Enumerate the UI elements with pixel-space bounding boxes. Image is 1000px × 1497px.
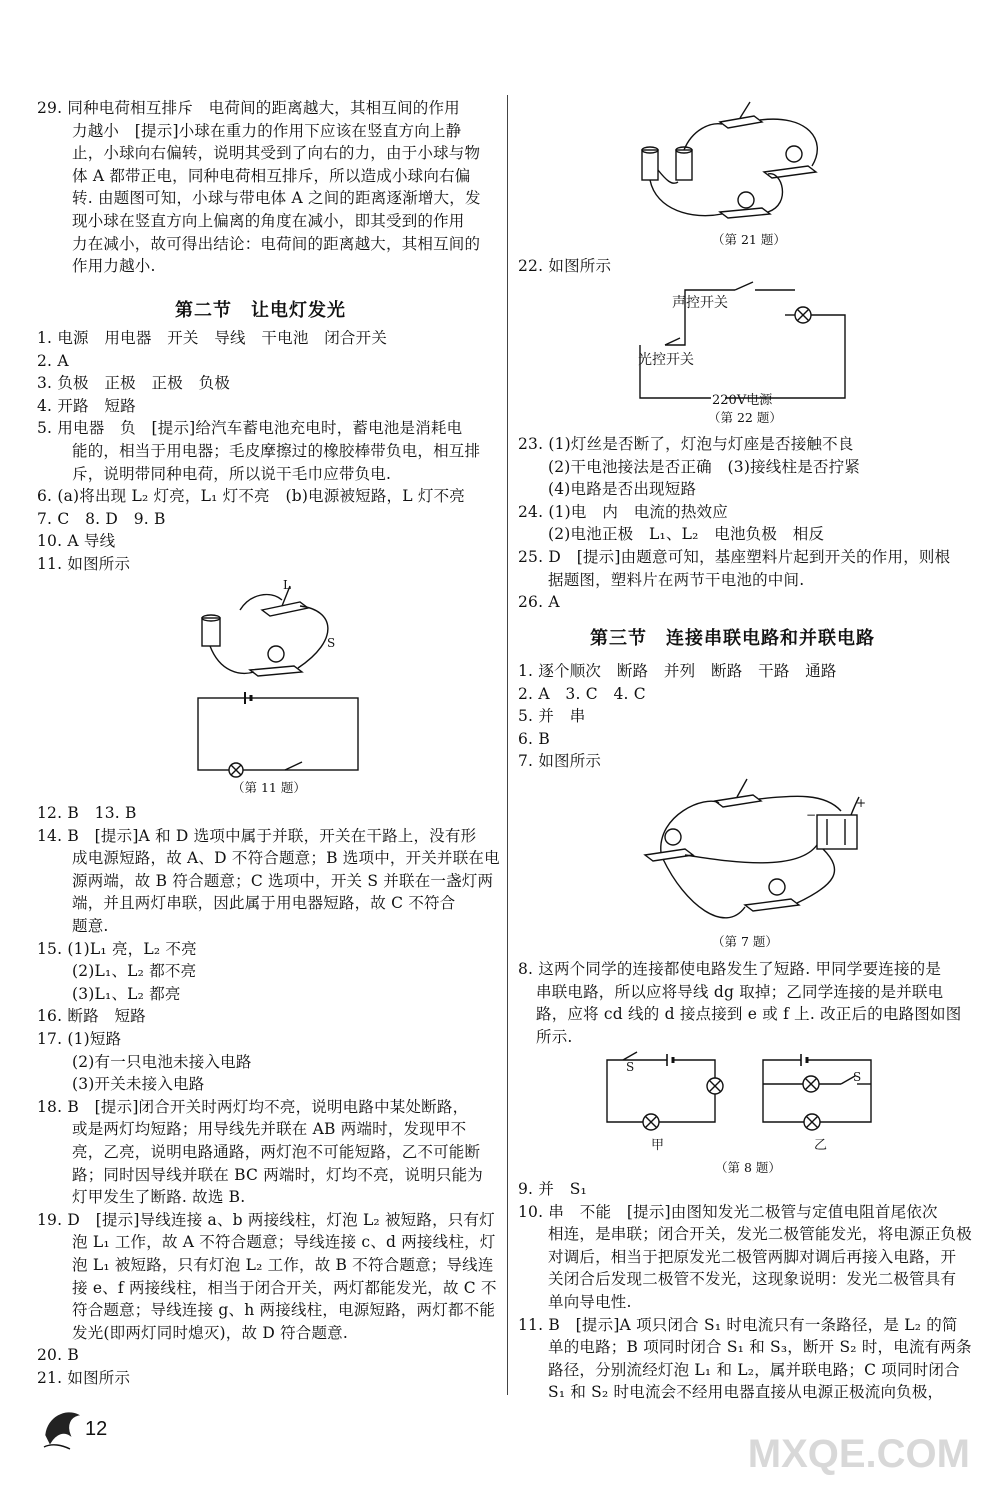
answer-line: 7. 如图所示 bbox=[518, 752, 602, 771]
figure-7-minus: − bbox=[806, 808, 817, 822]
answer-line: 串联电路，所以应将导线 dg 取掉；乙同学连接的是并联电 bbox=[536, 982, 944, 1001]
light-switch-label: 光控开关 bbox=[638, 352, 694, 368]
answer-line: 9. 并 S₁ bbox=[518, 1180, 587, 1198]
answer-line: 转. 由题图可知，小球与带电体 A 之间的距离逐渐增大，发 bbox=[72, 189, 481, 208]
answer-line: (2)L₁、L₂ 都不亮 bbox=[72, 962, 197, 981]
answer-line: 5. 并 串 bbox=[518, 707, 586, 726]
answer-line: 所示. bbox=[536, 1027, 573, 1046]
answer-line: (2)电池正极 L₁、L₂ 电池负极 相反 bbox=[548, 525, 825, 544]
bulb-icon bbox=[764, 166, 816, 178]
answer-line: 2. A 3. C 4. C bbox=[518, 684, 646, 703]
answer-line: (2)有一只电池未接入电路 bbox=[72, 1052, 252, 1071]
answer-line: 力越小 [提示]小球在重力的作用下应该在竖直方向上静 bbox=[72, 121, 462, 140]
answer-line: 23. (1)灯丝是否断了，灯泡与灯座是否接触不良 bbox=[518, 435, 854, 453]
bulb-icon bbox=[250, 666, 302, 676]
figure-7-caption: （第 7 题） bbox=[712, 934, 778, 949]
answer-line: 发光(即两灯同时熄灭)，故 D 符合题意. bbox=[72, 1323, 349, 1342]
answer-line: 3. 负极 正极 正极 负极 bbox=[37, 374, 231, 393]
answer-line: 6. B bbox=[518, 729, 550, 748]
figure-8-label-yi: 乙 bbox=[814, 1138, 828, 1153]
answer-line: (3)开关未接入电路 bbox=[72, 1075, 205, 1094]
answer-line: 符合题意；导线连接 g、h 两接线柱，电源短路，两灯都不能 bbox=[72, 1301, 496, 1320]
figure-8-caption: （第 8 题） bbox=[715, 1160, 781, 1175]
answer-line: 29. 同种电荷相互排斥 电荷间的距离越大，其相互间的作用 bbox=[37, 99, 460, 117]
switch-icon bbox=[720, 116, 762, 128]
bulb-icon-2 bbox=[720, 208, 770, 218]
figure-8-diagram bbox=[605, 1050, 875, 1130]
answer-line: 18. B [提示]闭合开关时两灯均不亮，说明电路中某处断路， bbox=[37, 1097, 469, 1116]
answer-line: 4. 开路 短路 bbox=[37, 396, 136, 415]
answer-line: 单向导电性. bbox=[548, 1293, 632, 1311]
figure-21-diagram bbox=[632, 100, 852, 230]
answer-line: (4)电路是否出现短路 bbox=[548, 480, 697, 499]
answer-line: 17. (1)短路 bbox=[37, 1030, 122, 1048]
figure-11-label-s: S bbox=[327, 636, 336, 650]
page-number: 12 bbox=[85, 1418, 108, 1440]
figure-8-label-s1: S bbox=[626, 1060, 635, 1074]
switch-icon bbox=[715, 795, 761, 807]
answer-line: (2)干电池接法是否正确 (3)接线柱是否拧紧 bbox=[548, 457, 861, 476]
power-label: 220V电源 bbox=[712, 393, 773, 408]
figure-7-diagram bbox=[645, 775, 865, 935]
answer-line: 1. 逐个顺次 断路 并列 断路 干路 通路 bbox=[518, 662, 837, 680]
answer-line: 21. 如图所示 bbox=[37, 1369, 131, 1387]
answer-line: 单的电路；B 项同时闭合 S₁ 和 S₃，断开 S₂ 时，电流有两条 bbox=[548, 1338, 972, 1357]
answer-line: 12. B 13. B bbox=[37, 804, 137, 822]
answer-line: 6. (a)将出现 L₂ 灯亮，L₁ 灯不亮 (b)电源被短路，L 灯不亮 bbox=[37, 487, 465, 506]
figure-11-label-l: L bbox=[283, 578, 291, 592]
answer-line: 作用力越小. bbox=[72, 257, 156, 276]
watermark: MXQE.COM bbox=[747, 1432, 970, 1476]
answer-line: 8. 这两个同学的连接都使电路发生了短路. 甲同学要连接的是 bbox=[518, 960, 942, 978]
answer-line: 11. B [提示]A 项只闭合 S₁ 时电流只有一条路径，是 L₂ 的简 bbox=[518, 1315, 958, 1334]
answer-line: 题意. bbox=[72, 917, 109, 935]
answer-line: 1. 电源 用电器 开关 导线 干电池 闭合开关 bbox=[37, 329, 388, 347]
answer-line: 7. C 8. D 9. B bbox=[37, 509, 166, 528]
answer-line: 16. 断路 短路 bbox=[37, 1007, 146, 1026]
answer-line: 19. D [提示]导线连接 a、b 两接线柱，灯泡 L₂ 被短路，只有灯 bbox=[37, 1210, 495, 1229]
answer-line: 据题图，塑料片在两节干电池的中间. bbox=[548, 570, 805, 589]
dolphin-logo-icon bbox=[40, 1405, 84, 1451]
section-title-3: 第三节 连接串联电路和并联电路 bbox=[590, 628, 875, 649]
answer-line: 接 e、f 两接线柱，相当于闭合开关，两灯都能发光，故 C 不 bbox=[72, 1278, 497, 1297]
switch-icon bbox=[262, 602, 308, 616]
answer-line: 相连，是串联；闭合开关，发光二极管能发光，将电源正负极 bbox=[548, 1225, 972, 1244]
answer-line: 亮，乙亮，说明电路通路，两灯泡不可能短路，乙不可能断 bbox=[72, 1143, 481, 1161]
bulb-icon-2 bbox=[745, 899, 799, 911]
answer-line: (3)L₁、L₂ 都亮 bbox=[72, 984, 181, 1003]
answer-line: 源两端，故 B 符合题意；C 选项中，开关 S 并联在一盏灯两 bbox=[72, 871, 494, 890]
answer-line: 斥，说明带同种电荷，所以说干毛巾应带负电. bbox=[72, 464, 392, 483]
figure-8-label-s2: S bbox=[853, 1070, 862, 1084]
answer-line: 端，并且两灯串联，因此属于用电器短路，故 C 不符合 bbox=[72, 894, 456, 913]
answer-line: 2. A bbox=[37, 351, 69, 370]
answer-line: 灯甲发生了断路. 故选 B. bbox=[72, 1188, 246, 1207]
battery-icon bbox=[817, 815, 857, 849]
column-divider bbox=[507, 95, 508, 1395]
battery-icon bbox=[202, 618, 220, 646]
answer-line: 对调后，相当于把原发光二极管两脚对调后再接入电路，开 bbox=[548, 1247, 957, 1266]
figure-8-label-jia: 甲 bbox=[651, 1138, 665, 1153]
figure-11-caption: （第 11 题） bbox=[232, 780, 306, 795]
answer-line: 泡 L₁ 工作，故 A 不符合题意；导线连接 c、d 两接线柱，灯 bbox=[72, 1233, 496, 1252]
figure-7-plus: + bbox=[856, 796, 867, 810]
answer-line: 20. B bbox=[37, 1346, 79, 1365]
answer-line: 现小球在竖直方向上偏离的角度在减小，即其受到的作用 bbox=[72, 212, 465, 230]
question-22: 22. 如图所示 bbox=[518, 257, 612, 275]
answer-line: 关闭合后发现二极管不发光，这现象说明：发光二极管具有 bbox=[548, 1270, 957, 1289]
answer-line: 成电源短路，故 A、D 不符合题意；B 选项中，开关并联在电 bbox=[72, 849, 500, 868]
sound-switch-label: 声控开关 bbox=[672, 295, 728, 311]
answer-line: 5. 用电器 负 [提示]给汽车蓄电池充电时，蓄电池是消耗电 bbox=[37, 419, 463, 438]
answer-line: 26. A bbox=[518, 593, 560, 612]
figure-22-caption: （第 22 题） bbox=[708, 410, 782, 425]
figure-21-caption: （第 21 题） bbox=[712, 232, 786, 247]
answer-line: 力在减小，故可得出结论：电荷间的距离越大，其相互间的 bbox=[72, 234, 481, 253]
answer-line: 能的，相当于用电器；毛皮摩擦过的橡胶棒带负电，相互排 bbox=[72, 442, 481, 460]
answer-line: S₁ 和 S₂ 时电流会不经用电器直接从电源正极流向负极， bbox=[548, 1383, 944, 1402]
answer-line: 泡 L₁ 被短路，只有灯泡 L₂ 工作，故 B 不符合题意；导线连 bbox=[72, 1256, 494, 1274]
answer-line: 10. 串 不能 [提示]由图知发光二极管与定值电阻首尾依次 bbox=[518, 1202, 938, 1221]
answer-line: 11. 如图所示 bbox=[37, 555, 131, 573]
answer-line: 路径，分别流经灯泡 L₁ 和 L₂，属并联电路；C 项同时闭合 bbox=[548, 1360, 960, 1379]
answer-line: 路，应将 cd 线的 d 接点接到 e 或 f 上. 改正后的电路图如图 bbox=[536, 1005, 962, 1024]
answer-line: 15. (1)L₁ 亮，L₂ 不亮 bbox=[37, 939, 197, 958]
section-title-2: 第二节 让电灯发光 bbox=[175, 300, 346, 321]
answer-line: 路；同时因导线并联在 BC 两端时，灯均不亮，说明只能为 bbox=[72, 1165, 483, 1184]
answer-line: 止，小球向右偏转，说明其受到了向右的力，由于小球与物 bbox=[72, 144, 481, 163]
answer-line: 24. (1)电 内 电流的热效应 bbox=[518, 502, 728, 521]
figure-11-diagram bbox=[190, 580, 370, 780]
answer-line: 14. B [提示]A 和 D 选项中属于并联，开关在干路上，没有形 bbox=[37, 826, 477, 845]
answer-line: 10. A 导线 bbox=[37, 532, 116, 551]
answer-line: 25. D [提示]由题意可知，基座塑料片起到开关的作用，则根 bbox=[518, 548, 951, 566]
answer-line: 或是两灯均短路；用导线先并联在 AB 两端时，发现甲不 bbox=[72, 1120, 467, 1139]
answer-line: 体 A 都带正电，同种电荷相互排斥，所以造成小球向右偏 bbox=[72, 166, 471, 185]
